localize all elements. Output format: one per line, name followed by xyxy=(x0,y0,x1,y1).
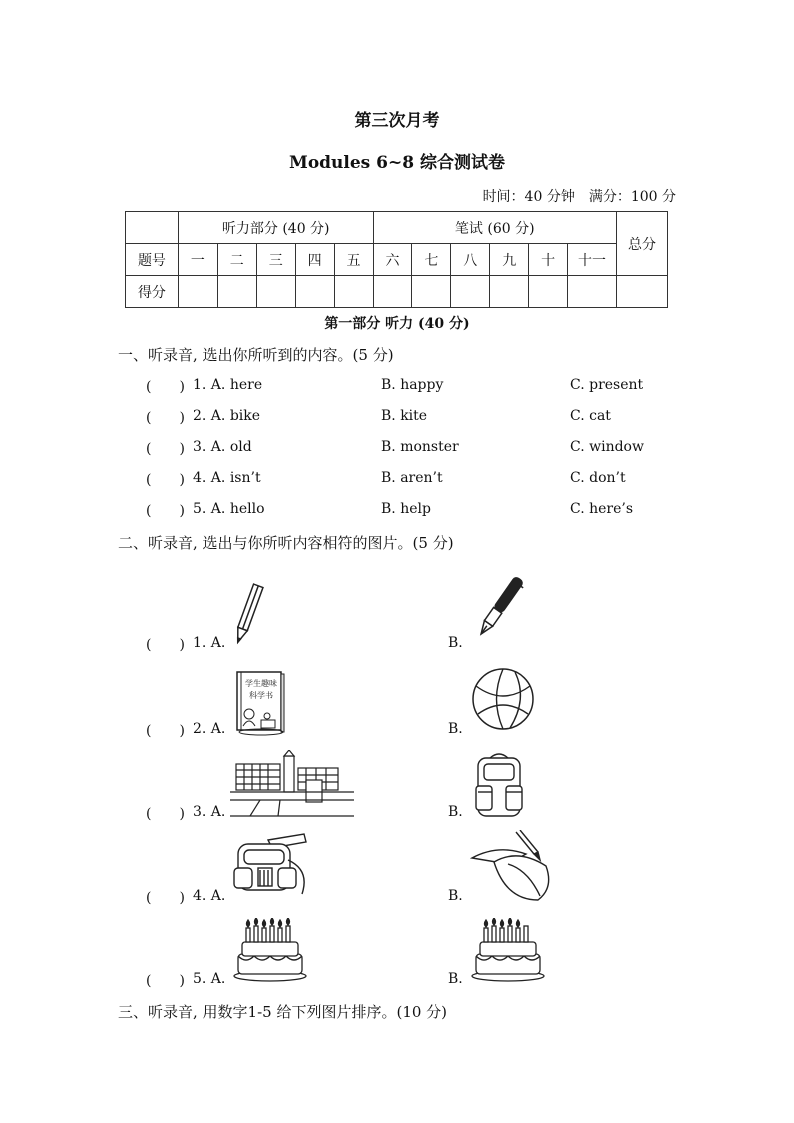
row-label-number: 题号 xyxy=(126,244,179,276)
option-b-label: B. xyxy=(448,888,463,904)
score-cell[interactable] xyxy=(451,276,490,308)
cap-icon[interactable] xyxy=(468,830,558,902)
question-option-a: 2. A. bike xyxy=(193,408,261,424)
question-option-c: C. present xyxy=(570,377,644,393)
school-icon[interactable] xyxy=(230,750,354,818)
book-title-line2: 科学书 xyxy=(249,691,273,700)
question-number: 4. A. xyxy=(193,888,226,904)
book-title-line1: 学生趣味 xyxy=(245,679,277,688)
column-label: 八 xyxy=(451,244,490,276)
score-cell[interactable] xyxy=(178,276,217,308)
answer-blank[interactable]: ( ) xyxy=(146,379,185,395)
score-cell[interactable] xyxy=(490,276,529,308)
pen-icon[interactable] xyxy=(472,570,528,644)
basketball-icon[interactable] xyxy=(468,666,538,732)
total-label: 总分 xyxy=(617,212,668,276)
birthday-cake-icon[interactable] xyxy=(470,918,546,982)
score-cell[interactable] xyxy=(256,276,295,308)
question-option-c: C. here’s xyxy=(570,501,634,517)
listening-header: 听力部分 (40 分) xyxy=(178,212,373,244)
question-option-a: 5. A. hello xyxy=(193,501,265,517)
score-cell[interactable] xyxy=(412,276,451,308)
schoolbag-icon[interactable] xyxy=(228,830,312,900)
score-cell[interactable] xyxy=(334,276,373,308)
answer-blank[interactable]: ( ) xyxy=(146,410,185,426)
question-number: 1. A. xyxy=(193,635,226,651)
score-cell[interactable] xyxy=(373,276,412,308)
column-label: 五 xyxy=(334,244,373,276)
column-label: 一 xyxy=(178,244,217,276)
column-label: 十一 xyxy=(568,244,617,276)
question-number: 3. A. xyxy=(193,804,226,820)
answer-blank[interactable]: ( ) xyxy=(146,441,185,457)
column-label: 三 xyxy=(256,244,295,276)
score-cell[interactable] xyxy=(529,276,568,308)
question-option-a: 4. A. isn’t xyxy=(193,470,261,486)
row-label-score: 得分 xyxy=(126,276,179,308)
question-option-b: B. kite xyxy=(381,408,428,424)
answer-blank[interactable]: ( ) xyxy=(146,806,185,822)
section3-heading: 三、听录音, 用数字1-5 给下列图片排序。(10 分) xyxy=(118,1003,448,1021)
question-number: 2. A. xyxy=(193,721,226,737)
answer-blank[interactable]: ( ) xyxy=(146,472,185,488)
question-option-a: 3. A. old xyxy=(193,439,252,455)
column-label: 二 xyxy=(217,244,256,276)
score-table xyxy=(125,211,668,308)
column-label: 六 xyxy=(373,244,412,276)
time-info: 时间：40 分钟 满分：100 分 xyxy=(482,189,676,205)
question-option-c: C. don’t xyxy=(570,470,626,486)
option-b-label: B. xyxy=(448,971,463,987)
question-option-b: B. monster xyxy=(381,439,459,455)
question-option-b: B. aren’t xyxy=(381,470,443,486)
score-cell[interactable] xyxy=(568,276,617,308)
book-icon[interactable] xyxy=(233,670,287,736)
column-label: 九 xyxy=(490,244,529,276)
birthday-cake-icon[interactable] xyxy=(232,918,308,982)
column-label: 七 xyxy=(412,244,451,276)
question-option-b: B. help xyxy=(381,501,431,517)
answer-blank[interactable]: ( ) xyxy=(146,723,185,739)
answer-blank[interactable]: ( ) xyxy=(146,890,185,906)
question-number: 5. A. xyxy=(193,971,226,987)
option-b-label: B. xyxy=(448,635,463,651)
answer-blank[interactable]: ( ) xyxy=(146,637,185,653)
option-b-label: B. xyxy=(448,721,463,737)
option-b-label: B. xyxy=(448,804,463,820)
question-option-c: C. window xyxy=(570,439,644,455)
page-title: 第三次月考 xyxy=(354,111,440,131)
part1-title: 第一部分 听力 (40 分) xyxy=(324,316,470,332)
page-subtitle: Modules 6~8 综合测试卷 xyxy=(289,153,505,173)
section2-heading: 二、听录音, 选出与你所听内容相符的图片。(5 分) xyxy=(118,534,454,552)
score-cell-total[interactable] xyxy=(617,276,668,308)
backpack-icon[interactable] xyxy=(470,750,528,820)
score-cell[interactable] xyxy=(295,276,334,308)
writing-header: 笔试 (60 分) xyxy=(373,212,617,244)
answer-blank[interactable]: ( ) xyxy=(146,503,185,519)
answer-blank[interactable]: ( ) xyxy=(146,973,185,989)
score-cell[interactable] xyxy=(217,276,256,308)
question-option-c: C. cat xyxy=(570,408,611,424)
question-option-a: 1. A. here xyxy=(193,377,263,393)
score-table-corner xyxy=(126,212,179,244)
section1-heading: 一、听录音, 选出你所听到的内容。(5 分) xyxy=(118,346,394,364)
pencil-icon[interactable] xyxy=(228,580,268,648)
column-label: 四 xyxy=(295,244,334,276)
column-label: 十 xyxy=(529,244,568,276)
question-option-b: B. happy xyxy=(381,377,444,393)
